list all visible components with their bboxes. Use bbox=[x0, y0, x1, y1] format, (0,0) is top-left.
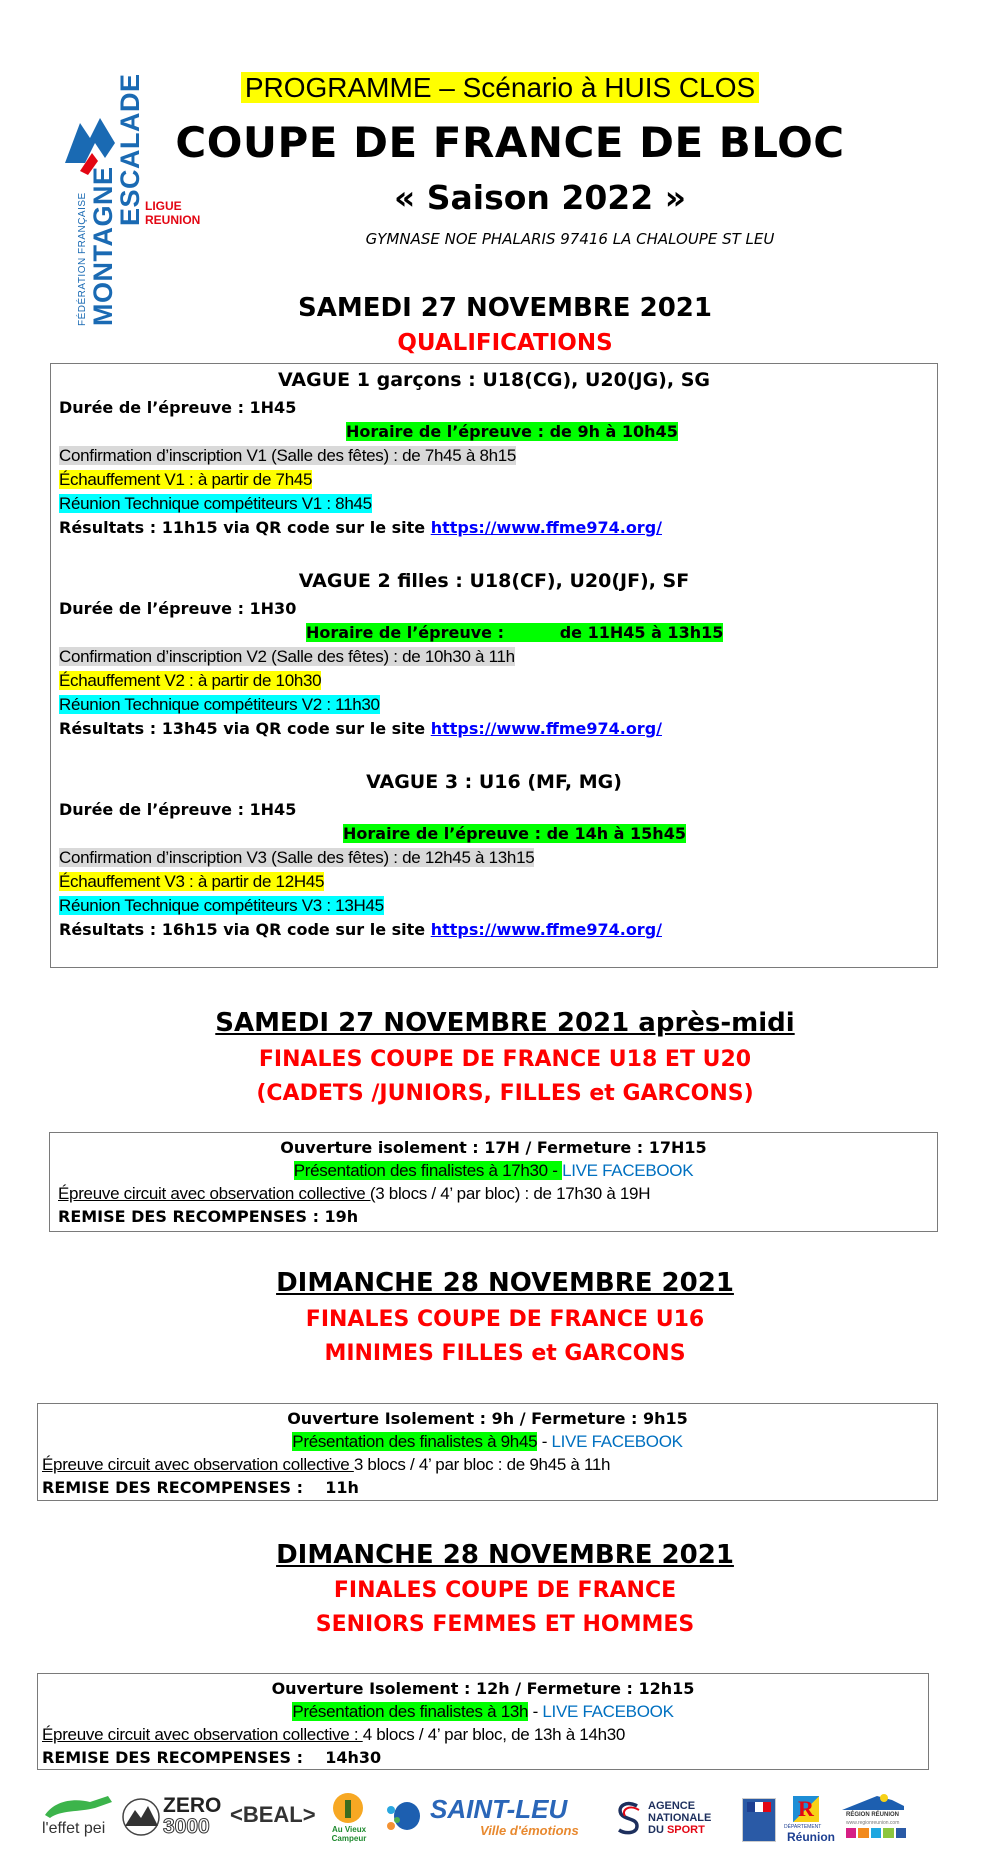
wave1-schedule: Horaire de l’épreuve : de 9h à 10h45 bbox=[346, 422, 678, 441]
qualifications-box bbox=[50, 363, 938, 968]
wave3-schedule: Horaire de l’épreuve : de 14h à 15h45 bbox=[343, 824, 686, 843]
sponsor-ans-line2: NATIONALE bbox=[648, 1812, 712, 1824]
final1-awards: REMISE DES RECOMPENSES : 19h bbox=[58, 1207, 359, 1226]
wave1-meeting: Réunion Technique compétiteurs V1 : 8h45 bbox=[59, 494, 372, 513]
final3-isolation: Ouverture Isolement : 12h / Fermeture : 12h15 bbox=[271, 1679, 695, 1698]
programme-banner: PROGRAMME – Scénario à HUIS CLOS bbox=[241, 72, 759, 103]
wave2-title: VAGUE 2 filles : U18(CF), U20(JF), SF bbox=[298, 570, 690, 592]
sponsor-ans-line1: AGENCE bbox=[648, 1800, 696, 1812]
wave2-results-link[interactable]: https://www.ffme974.org/ bbox=[430, 719, 662, 738]
sponsor-departement-line1: DÉPARTEMENT bbox=[784, 1824, 822, 1830]
wave1-warmup: Échauffement V1 : à partir de 7h45 bbox=[59, 470, 313, 489]
sponsor-zero: ZERO bbox=[163, 1794, 222, 1817]
final2-title: DIMANCHE 28 NOVEMBRE 2021 bbox=[276, 1268, 734, 1298]
final1-box bbox=[49, 1132, 938, 1232]
final1-subtitle1: FINALES COUPE DE FRANCE U18 ET U20 bbox=[258, 1047, 752, 1072]
day1-title: SAMEDI 27 NOVEMBRE 2021 bbox=[298, 293, 712, 323]
logo-ligue: LIGUE bbox=[145, 199, 182, 213]
ans-s-icon bbox=[615, 1800, 643, 1836]
season-title: « Saison 2022 » bbox=[393, 178, 687, 217]
gecko-icon bbox=[40, 1790, 115, 1820]
sponsors-bar bbox=[30, 1790, 930, 1850]
final1-isolation: Ouverture isolement : 17H / Fermeture : 17H15 bbox=[280, 1138, 707, 1157]
wave3-results: Résultats : 16h15 via QR code sur le site bbox=[59, 920, 431, 939]
final2-isolation: Ouverture Isolement : 9h / Fermeture : 9h15 bbox=[287, 1409, 688, 1428]
final2-subtitle1: FINALES COUPE DE FRANCE U16 bbox=[305, 1307, 705, 1332]
wave2-warmup: Échauffement V2 : à partir de 10h30 bbox=[59, 671, 322, 690]
sponsor-region: RÉGION RÉUNION bbox=[846, 1812, 900, 1818]
wave1-results-link[interactable]: https://www.ffme974.org/ bbox=[430, 518, 662, 537]
sponsor-ans-line3: DU bbox=[648, 1824, 664, 1836]
logo-federation: FÉDÉRATION FRANÇAISE bbox=[77, 192, 88, 326]
main-title: COUPE DE FRANCE DE BLOC bbox=[175, 118, 845, 167]
mountain-icon bbox=[120, 1798, 162, 1836]
sponsor-beal: <BEAL> bbox=[230, 1802, 316, 1827]
sponsor-effetpei: l'effet pei bbox=[42, 1820, 106, 1837]
ministry-logo bbox=[742, 1798, 776, 1842]
final3-title: DIMANCHE 28 NOVEMBRE 2021 bbox=[276, 1540, 734, 1570]
final3-circuit-detail: 4 blocs / 4’ par bloc, de 13h à 14h30 bbox=[362, 1725, 626, 1744]
sponsor-region-url: www.regionreunion.com bbox=[846, 1820, 900, 1826]
wave2-schedule: Horaire de l’épreuve : de 11H45 à 13h15 bbox=[306, 623, 724, 642]
day1-subtitle: QUALIFICATIONS bbox=[397, 330, 613, 356]
final2-presentation: Présentation des finalistes à 9h45 bbox=[292, 1432, 538, 1451]
wave1-results: Résultats : 11h15 via QR code sur le site bbox=[59, 518, 431, 537]
final1-subtitle2: (CADETS /JUNIORS, FILLES et GARCONS) bbox=[256, 1081, 754, 1106]
sponsor-vieux-campeur: Au Vieux Campeur bbox=[331, 1825, 367, 1843]
final2-circuit-label: Épreuve circuit avec observation collective bbox=[42, 1455, 354, 1474]
turtle-icon bbox=[385, 1796, 425, 1836]
logo-escalade: ESCALADE bbox=[115, 73, 145, 226]
logo-reunion: REUNION bbox=[145, 213, 201, 227]
hiker-icon bbox=[330, 1792, 366, 1824]
final1-presentation: Présentation des finalistes à 17h30 - bbox=[293, 1161, 563, 1180]
final2-live-sep: - bbox=[537, 1432, 552, 1451]
departement-r-icon: R bbox=[793, 1796, 819, 1822]
sponsor-saint-leu: SAINT-LEU bbox=[430, 1794, 568, 1824]
final3-circuit-label: Épreuve circuit avec observation collective : bbox=[42, 1725, 363, 1744]
final3-awards: REMISE DES RECOMPENSES : 14h30 bbox=[42, 1748, 382, 1767]
final3-subtitle2: SENIORS FEMMES ET HOMMES bbox=[315, 1612, 695, 1637]
wave3-results-link[interactable]: https://www.ffme974.org/ bbox=[430, 920, 662, 939]
wave1-duration: Durée de l’épreuve : 1H45 bbox=[59, 398, 297, 417]
final3-live-sep: - bbox=[528, 1702, 543, 1721]
final3-subtitle1: FINALES COUPE DE FRANCE bbox=[333, 1578, 677, 1603]
final2-box bbox=[37, 1403, 938, 1501]
wave2-results: Résultats : 13h45 via QR code sur le site bbox=[59, 719, 431, 738]
wave1-confirmation: Confirmation d’inscription V1 (Salle des fêtes) : de 7h45 à 8h15 bbox=[59, 446, 517, 465]
wave2-confirmation: Confirmation d’inscription V2 (Salle des fêtes) : de 10h30 à 11h bbox=[59, 647, 515, 666]
sponsor-departement-line2: Réunion bbox=[787, 1830, 835, 1844]
wave3-confirmation: Confirmation d’inscription V3 (Salle des fêtes) : de 12h45 à 13h15 bbox=[59, 848, 535, 867]
final1-title: SAMEDI 27 NOVEMBRE 2021 après-midi bbox=[215, 1008, 795, 1038]
wave1-title: VAGUE 1 garçons : U18(CG), U20(JG), SG bbox=[278, 369, 710, 391]
wave3-title: VAGUE 3 : U16 (MF, MG) bbox=[366, 771, 622, 793]
wave3-warmup: Échauffement V3 : à partir de 12H45 bbox=[59, 872, 325, 891]
final2-live-facebook: LIVE FACEBOOK bbox=[551, 1432, 683, 1451]
wave2-meeting: Réunion Technique compétiteurs V2 : 11h30 bbox=[59, 695, 380, 714]
sponsor-ans-line4: SPORT bbox=[666, 1824, 705, 1836]
logo-montagne: MONTAGNE bbox=[88, 166, 118, 326]
final1-circuit-label: Épreuve circuit avec observation collective ( bbox=[58, 1184, 376, 1203]
wave3-duration: Durée de l’épreuve : 1H45 bbox=[59, 800, 297, 819]
venue: GYMNASE NOE PHALARIS 97416 LA CHALOUPE ST LEU bbox=[365, 230, 775, 248]
sponsor-zero-number: 3000 bbox=[163, 1815, 210, 1838]
sponsor-saint-leu-tagline: Ville d'émotions bbox=[480, 1823, 579, 1838]
wave3-meeting: Réunion Technique compétiteurs V3 : 13H45 bbox=[59, 896, 384, 915]
final2-circuit-detail: 3 blocs / 4’ par bloc : de 9h45 à 11h bbox=[353, 1455, 611, 1474]
final3-presentation: Présentation des finalistes à 13h bbox=[292, 1702, 529, 1721]
final2-awards: REMISE DES RECOMPENSES : 11h bbox=[42, 1478, 359, 1497]
final3-box bbox=[37, 1673, 929, 1770]
final3-live-facebook: LIVE FACEBOOK bbox=[542, 1702, 674, 1721]
region-mountain-icon bbox=[842, 1792, 904, 1812]
final1-circuit-detail: 3 blocs / 4’ par bloc) : de 17h30 à 19H bbox=[375, 1184, 651, 1203]
ffme-logo bbox=[55, 48, 215, 328]
final2-subtitle2: MINIMES FILLES et GARCONS bbox=[324, 1341, 686, 1366]
final1-live-facebook: LIVE FACEBOOK bbox=[562, 1161, 694, 1180]
wave2-duration: Durée de l’épreuve : 1H30 bbox=[59, 599, 297, 618]
region-color-squares bbox=[846, 1828, 906, 1838]
